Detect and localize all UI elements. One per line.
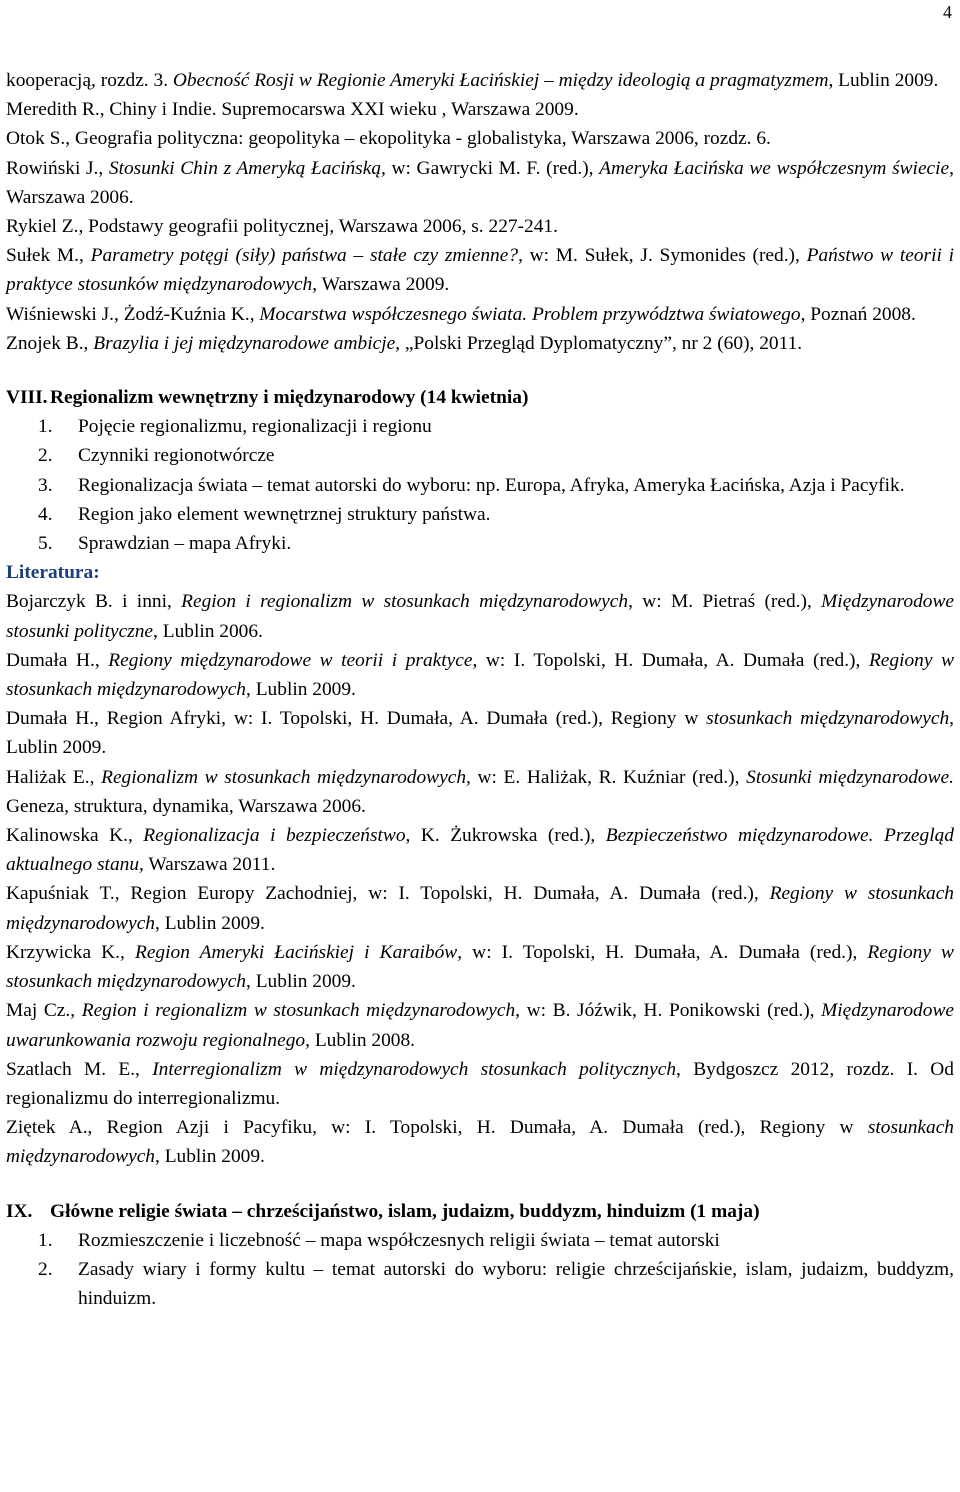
bib-entry: Znojek B., Brazylia i jej międzynarodowe ambicje, „Polski Przegląd Dyplomatyczny”, nr 2 (60), 2011. <box>6 332 803 354</box>
bib-entry: Bojarczyk B. i inni, Region i regionalizm w stosunkach międzynarodowych, w: M. Pietraś (red.), Międzynarodowe stosunki polityczne, Lublin 2006. <box>6 591 954 642</box>
bib-entry: Ziętek A., Region Azji i Pacyfiku, w: I. Topolski, H. Dumała, A. Dumała (red.), Regiony w stosunkach międzynarodowych, Lublin 2009. <box>6 1117 954 1168</box>
bib-entry: Kalinowska K., Regionalizacja i bezpieczeństwo, K. Żukrowska (red.), Bezpieczeństwo międzynarodowe. Przegląd aktualnego stanu, Warszawa 2011. <box>6 825 954 876</box>
bib-entry: Dumała H., Region Afryki, w: I. Topolski, H. Dumała, A. Dumała (red.), Regiony w stosunkach międzynarodowych, Lublin 2009. <box>6 708 954 759</box>
section-heading-viii <box>6 383 954 412</box>
bib-entry: Wiśniewski J., Żodź-Kuźnia K., Mocarstwa współczesnego świata. Problem przywództwa światowego, Poznań 2008. <box>6 303 916 325</box>
bib-entry: Sułek M., Parametry potęgi (siły) państwa – stałe czy zmienne?, w: M. Sułek, J. Symonides (red.), Państwo w teorii i praktyce stosunków międzynarodowych, Warszawa 2009. <box>6 245 954 296</box>
list-item: 1. Rozmieszczenie i liczebność – mapa współczesnych religii świata – temat autorski <box>38 1229 720 1251</box>
bib-entry: Rowiński J., Stosunki Chin z Ameryką Łacińską, w: Gawrycki M. F. (red.), Ameryka Łacińska we współczesnym świecie, Warszawa 2006. <box>6 157 955 208</box>
list-item: 2. Zasady wiary i formy kultu – temat autorski do wyboru: religie chrześcijańskie, islam, judaizm, buddyzm, hinduizm. <box>38 1258 954 1310</box>
section-title: Regionalizm wewnętrzny i międzynarodowy (14 kwietnia) <box>50 387 529 409</box>
list-item: 5. Sprawdzian – mapa Afryki. <box>38 533 292 555</box>
bib-entry: Szatlach M. E., Interregionalizm w międzynarodowych stosunkach politycznych, Bydgoszcz 2012, rozdz. I. Od regionalizmu do interregionalizmu. <box>6 1058 955 1109</box>
bib-entry: Kapuśniak T., Region Europy Zachodniej, w: I. Topolski, H. Dumała, A. Dumała (red.), Regiony w stosunkach międzynarodowych, Lublin 2009. <box>6 883 954 934</box>
bib-entry: Maj Cz., Region i regionalizm w stosunkach międzynarodowych, w: B. Jóźwik, H. Ponikowski (red.), Międzynarodowe uwarunkowania rozwoju regionalnego, Lublin 2008. <box>6 1000 954 1051</box>
list-item: 1. Pojęcie regionalizmu, regionalizacji i regionu <box>38 416 432 438</box>
section-heading-ix <box>6 1197 954 1226</box>
bib-entry: Krzywicka K., Region Ameryki Łacińskiej i Karaibów, w: I. Topolski, H. Dumała, A. Dumała (red.), Regiony w stosunkach międzynarodowych, Lublin 2009. <box>6 941 954 993</box>
topic-list <box>6 1226 954 1314</box>
section-number: VIII. <box>6 387 48 409</box>
bib-entry: Dumała H., Regiony międzynarodowe w teorii i praktyce, w: I. Topolski, H. Dumała, A. Dumała (red.), Regiony w stosunkach międzynarodowych, Lublin 2009. <box>6 649 954 701</box>
page-number: 4 <box>943 2 952 22</box>
literature-heading: Literatura: <box>6 562 100 584</box>
bib-entry: Haliżak E., Regionalizm w stosunkach międzynarodowych, w: E. Haliżak, R. Kuźniar (red.), Stosunki międzynarodowe. Geneza, struktura, dynamika, Warszawa 2006. <box>6 766 954 817</box>
section-number: IX. <box>6 1200 33 1222</box>
list-item: 3. Regionalizacja świata – temat autorski do wyboru: np. Europa, Afryka, Ameryka Łacińska, Azja i Pacyfik. <box>38 474 905 496</box>
bib-entry: Meredith R., Chiny i Indie. Supremocarswa XXI wieku , Warszawa 2009. <box>6 99 579 121</box>
document-content <box>6 66 954 1313</box>
bib-entry: Otok S., Geografia polityczna: geopolityka – ekopolityka - globalistyka, Warszawa 2006, rozdz. 6. <box>6 128 771 150</box>
bibliography-top <box>6 66 954 358</box>
topic-list <box>6 412 954 558</box>
bib-entry: Rykiel Z., Podstawy geografii politycznej, Warszawa 2006, s. 227-241. <box>6 216 558 238</box>
section-title: Główne religie świata – chrześcijaństwo, islam, judaizm, buddyzm, hinduizm (1 maja) <box>50 1200 760 1222</box>
list-item: 2. Czynniki regionotwórcze <box>38 445 275 467</box>
bib-entry: kooperacją, rozdz. 3. Obecność Rosji w Regionie Ameryki Łacińskiej – między ideologią a pragmatyzmem, Lublin 2009. <box>6 70 939 91</box>
list-item: 4. Region jako element wewnętrznej struktury państwa. <box>38 503 491 525</box>
bibliography-viii <box>6 587 954 1171</box>
